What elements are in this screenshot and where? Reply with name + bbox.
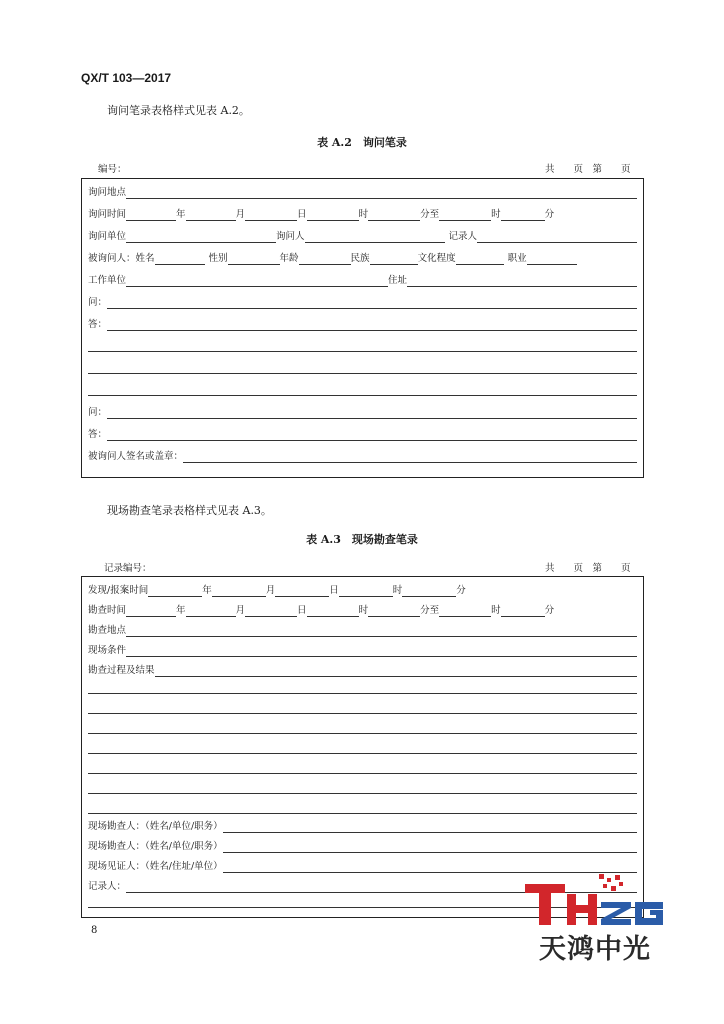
label-recorder: 记录人 <box>448 231 478 242</box>
label-sign: 被询问人签名或盖章： <box>88 451 184 462</box>
field-hour2[interactable] <box>439 606 491 617</box>
field-year[interactable] <box>148 586 202 597</box>
label-day: 日 <box>297 209 307 220</box>
label-day: 日 <box>297 605 307 616</box>
row-survey-place <box>88 623 637 637</box>
field-question-2[interactable] <box>107 408 637 419</box>
label-hour: 时 <box>358 605 369 616</box>
field-surveyor-1[interactable] <box>223 822 637 833</box>
label-min: 分 <box>544 209 555 220</box>
row-question-1 <box>88 295 637 309</box>
label-education: 文化程度 <box>417 253 456 264</box>
label-time: 询问时间 <box>88 209 127 220</box>
label-witness: 现场见证人：（姓名/住址/单位） <box>88 861 223 872</box>
blank-line[interactable] <box>88 753 637 754</box>
row-answer-1 <box>88 317 637 331</box>
label-process: 勘查过程及结果 <box>88 665 155 676</box>
field-process[interactable] <box>155 666 637 677</box>
field-age[interactable] <box>299 254 351 265</box>
label-survey-place: 勘查地点 <box>88 625 127 636</box>
number-label-a3: 记录编号： <box>104 563 152 574</box>
blank-line[interactable] <box>88 793 637 794</box>
intro-a2: 询问笔录表格样式见表 A.2。 <box>107 104 250 117</box>
field-month[interactable] <box>212 586 266 597</box>
field-answer-2[interactable] <box>107 430 637 441</box>
thzg-logo <box>523 872 665 964</box>
row-survey-time <box>88 603 637 617</box>
row-surveyor-1 <box>88 819 637 833</box>
field-day[interactable] <box>275 586 329 597</box>
blank-line[interactable] <box>88 395 637 396</box>
pager-a2: 共 页 第 页 <box>545 164 631 175</box>
label-hour2: 时 <box>491 605 501 616</box>
pixel-squares <box>599 874 623 891</box>
blank-line[interactable] <box>88 693 637 694</box>
row-sign <box>88 449 637 463</box>
field-name[interactable] <box>155 254 205 265</box>
field-minute[interactable] <box>368 210 420 221</box>
blank-line[interactable] <box>88 733 637 734</box>
label-hour: 时 <box>358 209 369 220</box>
logo-text: 天鸿中光 <box>539 934 651 964</box>
field-day[interactable] <box>245 210 297 221</box>
label-age: 年龄 <box>279 253 299 264</box>
label-day: 日 <box>329 585 339 596</box>
row-question-2 <box>88 405 637 419</box>
label-recorder: 记录人： <box>88 881 127 892</box>
field-ethnic[interactable] <box>370 254 418 265</box>
label-question: 问： <box>88 297 108 308</box>
row-time <box>88 207 637 221</box>
blank-line[interactable] <box>88 813 637 814</box>
label-conditions: 现场条件 <box>88 645 127 656</box>
row-conditions <box>88 643 637 657</box>
field-conditions[interactable] <box>126 646 637 657</box>
blank-line[interactable] <box>88 713 637 714</box>
row-place <box>88 185 637 199</box>
label-surveyor-2: 现场勘查人：（姓名/单位/职务） <box>88 841 223 852</box>
label-month: 月 <box>235 605 246 616</box>
field-hour[interactable] <box>307 210 359 221</box>
blank-line[interactable] <box>88 351 637 352</box>
field-month[interactable] <box>186 210 236 221</box>
label-place: 询问地点 <box>88 187 127 198</box>
label-answer: 答： <box>88 319 108 330</box>
field-minute[interactable] <box>402 586 456 597</box>
field-hour2[interactable] <box>439 210 491 221</box>
label-min: 分 <box>456 585 466 596</box>
field-work-unit[interactable] <box>126 276 388 287</box>
field-minute[interactable] <box>368 606 420 617</box>
row-person <box>88 251 637 265</box>
label-unit: 询问单位 <box>88 231 127 242</box>
row-witness <box>88 859 637 873</box>
blank-line[interactable] <box>88 773 637 774</box>
page-number: 8 <box>91 925 98 936</box>
field-year[interactable] <box>126 606 176 617</box>
number-label-a2: 编号： <box>98 164 127 175</box>
form-table-a2 <box>81 178 644 478</box>
field-day[interactable] <box>245 606 297 617</box>
form-table-a3 <box>81 576 644 918</box>
field-unit[interactable] <box>126 232 276 243</box>
label-surveyor-1: 现场勘查人：（姓名/单位/职务） <box>88 821 223 832</box>
row-process <box>88 663 637 677</box>
label-question: 问： <box>88 407 108 418</box>
field-place[interactable] <box>126 188 637 199</box>
label-discover: 发现/报案时间 <box>88 585 149 596</box>
label-min-to: 分至 <box>420 605 440 616</box>
field-survey-place[interactable] <box>126 626 637 637</box>
label-inquirer: 询问人 <box>276 231 305 242</box>
field-education[interactable] <box>456 254 504 265</box>
field-sign[interactable] <box>183 452 637 463</box>
label-job: 职业 <box>507 253 527 264</box>
table-caption-a2: 表 A.2 询问笔录 <box>317 136 407 149</box>
label-ethnic: 民族 <box>350 253 370 264</box>
row-unit <box>88 229 637 243</box>
field-hour[interactable] <box>307 606 359 617</box>
standard-code: QX/T 103—2017 <box>81 71 172 85</box>
field-address[interactable] <box>407 276 637 287</box>
label-min-to: 分至 <box>420 209 440 220</box>
field-question-1[interactable] <box>107 298 637 309</box>
row-discover <box>88 583 637 597</box>
field-surveyor-2[interactable] <box>223 842 637 853</box>
label-year: 年 <box>176 605 186 616</box>
label-answer: 答： <box>88 429 108 440</box>
field-gender[interactable] <box>228 254 280 265</box>
field-inquirer[interactable] <box>305 232 445 243</box>
field-answer-1[interactable] <box>107 320 637 331</box>
label-gender: 性别 <box>208 253 228 264</box>
label-month: 月 <box>265 585 276 596</box>
table-caption-a3: 表 A.3 现场勘查笔录 <box>306 533 418 546</box>
label-hour: 时 <box>392 585 403 596</box>
intro-a3: 现场勘查笔录表格样式见表 A.3。 <box>107 504 272 517</box>
field-recorder[interactable] <box>477 232 637 243</box>
pager-a3: 共 页 第 页 <box>545 563 631 574</box>
label-address: 住址 <box>388 275 408 286</box>
label-year: 年 <box>176 209 186 220</box>
field-year[interactable] <box>126 210 176 221</box>
row-surveyor-2 <box>88 839 637 853</box>
field-minute2[interactable] <box>501 210 545 221</box>
row-work <box>88 273 637 287</box>
label-survey-time: 勘查时间 <box>88 605 127 616</box>
label-year: 年 <box>202 585 212 596</box>
field-minute2[interactable] <box>501 606 545 617</box>
field-hour[interactable] <box>339 586 393 597</box>
label-person-name: 被询问人：姓名 <box>88 253 155 264</box>
field-job[interactable] <box>527 254 577 265</box>
field-month[interactable] <box>186 606 236 617</box>
label-min: 分 <box>544 605 555 616</box>
blank-line[interactable] <box>88 373 637 374</box>
label-work-unit: 工作单位 <box>88 275 127 286</box>
label-hour2: 时 <box>491 209 501 220</box>
row-answer-2 <box>88 427 637 441</box>
label-month: 月 <box>235 209 246 220</box>
